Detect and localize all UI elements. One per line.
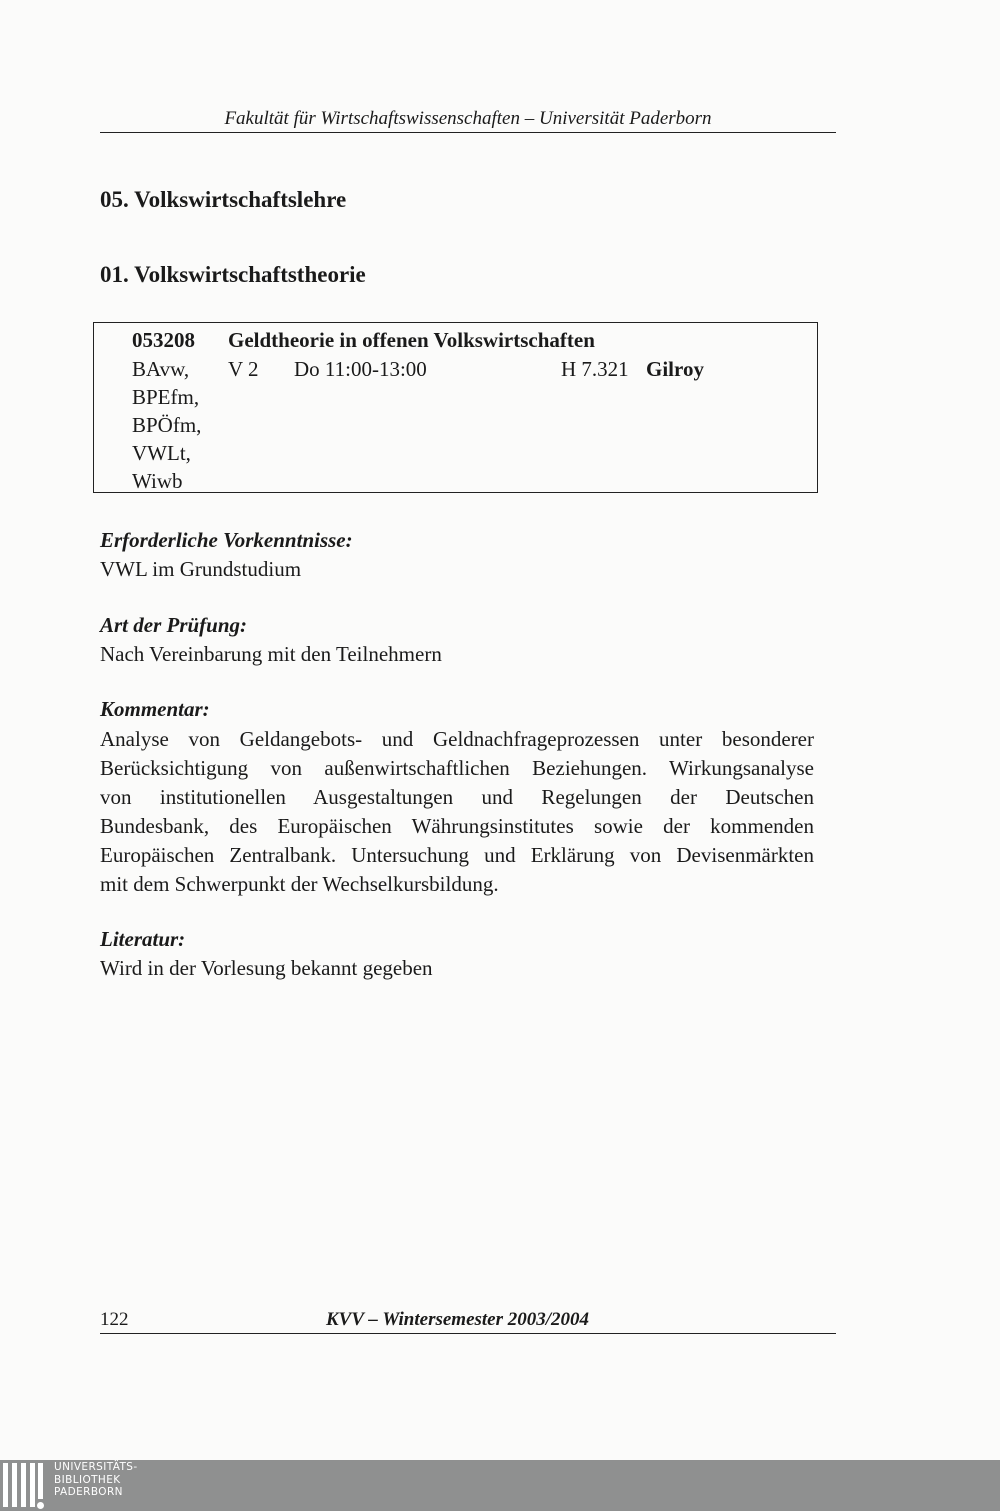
course-time: Do 11:00-13:00 (294, 357, 427, 381)
course-program: VWLt, (132, 441, 191, 465)
library-footer-bar (0, 1460, 1000, 1511)
course-id: 053208 (132, 328, 195, 352)
library-logo-line: UNIVERSITÄTS- (54, 1461, 138, 1473)
course-program: BPEfm, (132, 385, 200, 409)
course-title: Geldtheorie in offenen Volkswirtschaften (228, 328, 595, 352)
exam-label: Art der Prüfung: (100, 613, 248, 637)
comment-label: Kommentar: (100, 697, 210, 721)
library-logo-text (54, 1461, 138, 1499)
section-heading: 05. Volkswirtschaftslehre (100, 187, 347, 212)
comment-line: mit dem Schwerpunkt der Wechselkursbildung. (100, 872, 499, 896)
course-info-box (93, 322, 818, 493)
prerequisites-label: Erforderliche Vorkenntnisse: (100, 528, 353, 552)
comment-line: von institutionellen Ausgestaltungen und Regelungen der Deutschen (100, 785, 814, 809)
comment-line: Europäischen Zentralbank. Untersuchung und Erklärung von Devisenmärkten (100, 843, 814, 867)
library-logo-icon (0, 1460, 50, 1511)
course-program: BAvw, (132, 357, 190, 381)
comment-line: Bundesbank, des Europäischen Währungsinstitutes sowie der kommenden (100, 814, 814, 838)
course-program: BPÖfm, (132, 413, 202, 437)
course-room: H 7.321 (561, 357, 629, 381)
prerequisites-text: VWL im Grundstudium (100, 557, 302, 581)
comment-paragraph (100, 725, 814, 899)
course-program: Wiwb (132, 469, 183, 493)
literature-label: Literatur: (100, 927, 186, 951)
exam-text: Nach Vereinbarung mit den Teilnehmern (100, 642, 442, 666)
comment-line: Analyse von Geldangebots- und Geldnachfrageprozessen unter besonderer (100, 727, 814, 751)
footer-title: KVV – Wintersemester 2003/2004 (326, 1309, 590, 1330)
page-footer (100, 1309, 836, 1334)
page-number: 122 (100, 1309, 129, 1330)
faculty-header: Fakultät für Wirtschaftswissenschaften – Universität Paderborn (100, 108, 836, 133)
literature-text: Wird in der Vorlesung bekannt gegeben (100, 956, 433, 980)
course-type: V 2 (228, 357, 259, 381)
subsection-heading: 01. Volkswirtschaftstheorie (100, 262, 366, 287)
course-lecturer: Gilroy (646, 357, 704, 381)
comment-line: Berücksichtigung von außenwirtschaftlichen Beziehungen. Wirkungsanalyse (100, 756, 814, 780)
library-logo-line: BIBLIOTHEK (54, 1473, 121, 1486)
library-logo-line: PADERBORN (54, 1486, 123, 1498)
